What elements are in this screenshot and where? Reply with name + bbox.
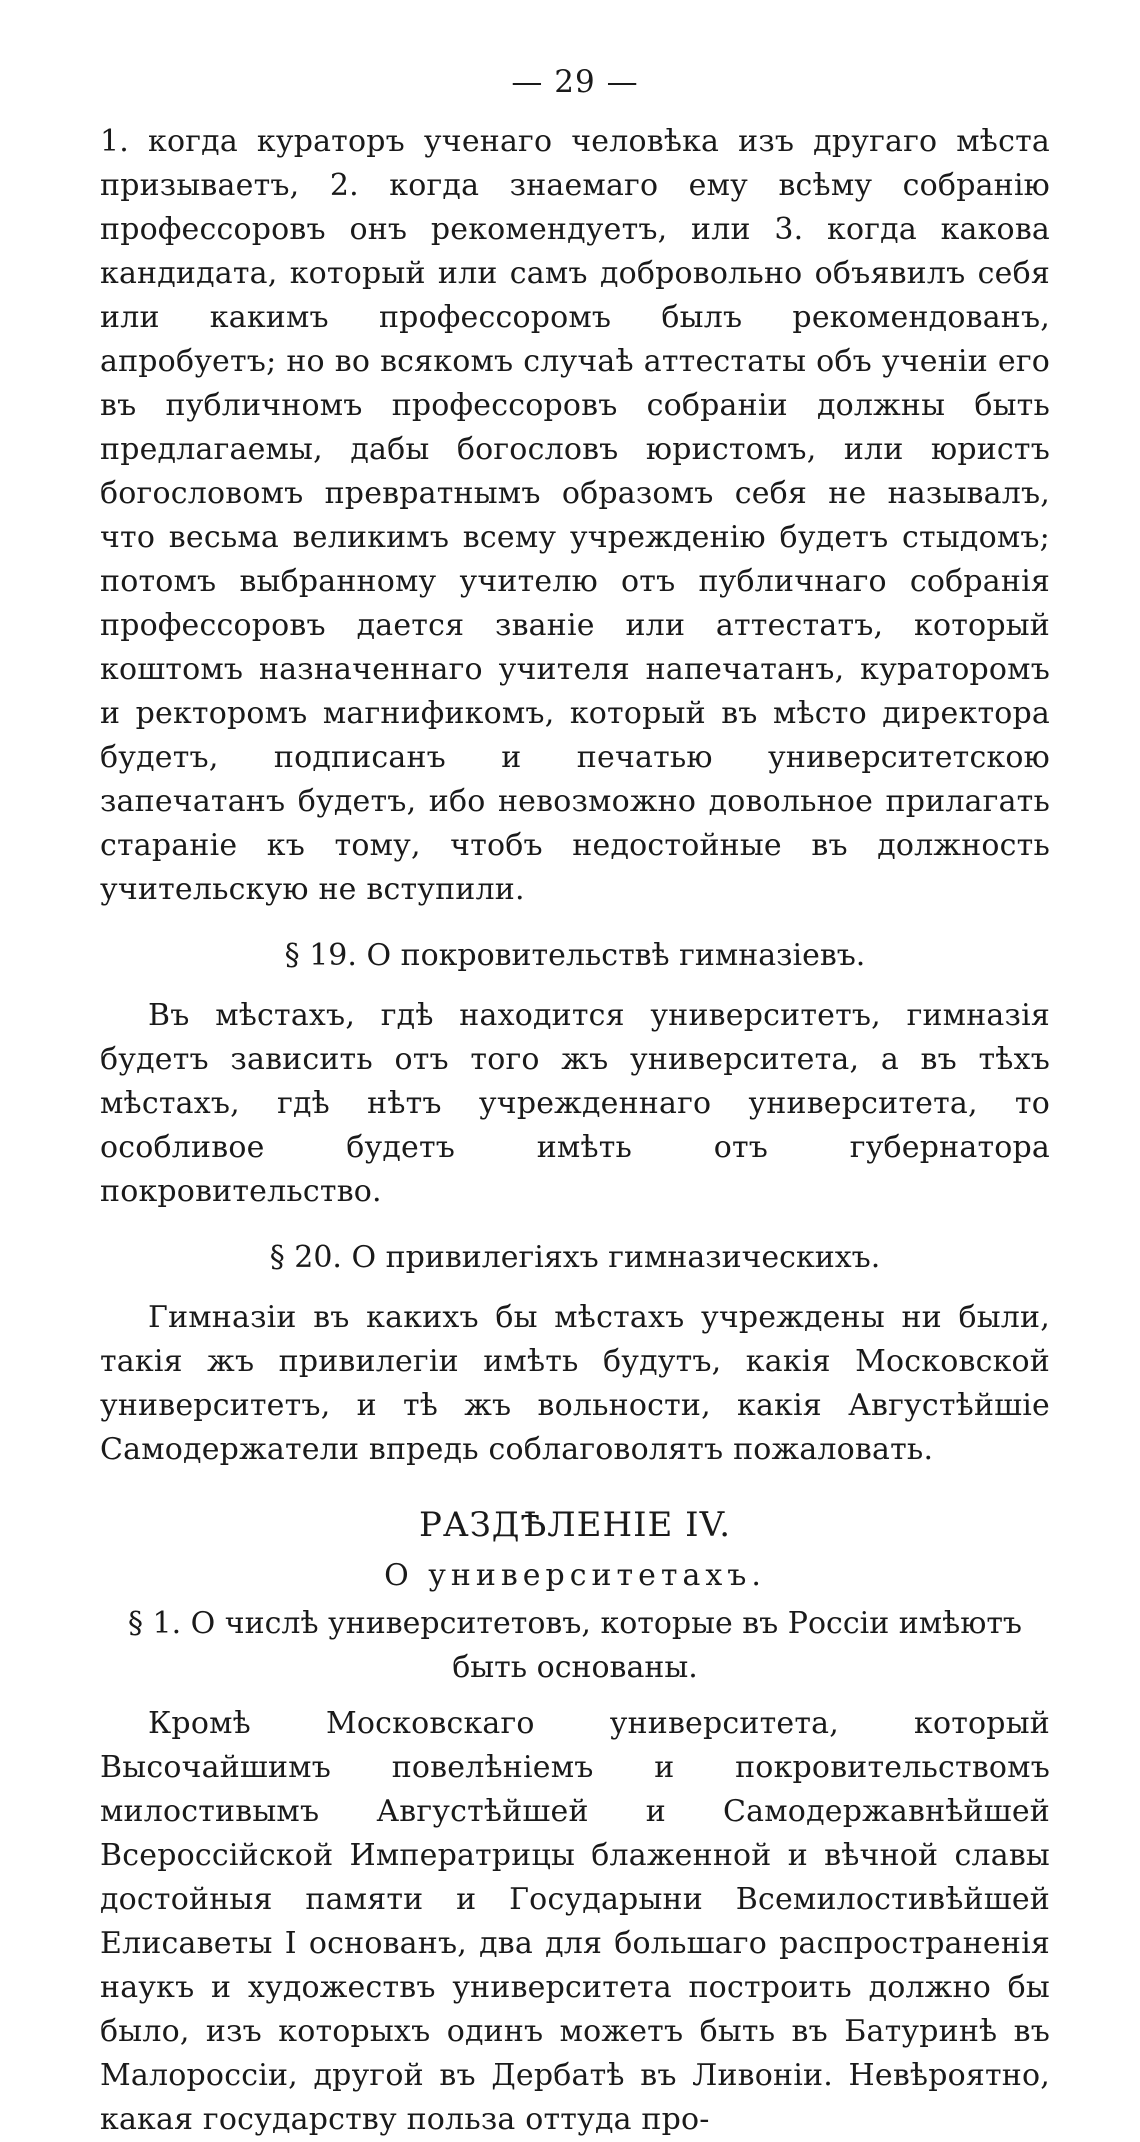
- paragraph-teacher-appointment: 1. когда кураторъ ученаго человѣка изъ другаго мѣста призываетъ, 2. когда знаемаго ему всѣму собранію профессоровъ онъ рекомендуетъ, или 3. когда какова кандидата, который или самъ добровольно объявилъ себя или какимъ профессоромъ былъ рекомендованъ, апробуетъ; но во всякомъ случаѣ аттестаты объ ученіи его въ публичномъ профессоровъ собраніи должны быть предлагаемы, дабы богословъ юристомъ, или юристъ богословомъ превратнымъ образомъ себя не называлъ, что весьма великимъ всему учрежденію будетъ стыдомъ; потомъ выбранному учителю отъ публичнаго собранія профессоровъ дается званіе или аттестатъ, который коштомъ назначеннаго учителя напечатанъ, кураторомъ и ректоромъ магнификомъ, который въ мѣсто директора будетъ, подписанъ и печатью университетскою запечатанъ будетъ, ибо невозможно довольное прилагать стараніе къ тому, чтобъ недостойные въ должность учительскую не вступили.: [100, 124, 1050, 907]
- division-subtitle: О университетахъ.: [384, 1558, 766, 1593]
- paragraph-section-19: Въ мѣстахъ, гдѣ находится университетъ, гимназія будетъ зависить отъ того жъ университета, а въ тѣхъ мѣстахъ, гдѣ нѣтъ учрежденнаго университета, то особливое будетъ имѣть отъ губернатора покровительство.: [100, 998, 1050, 1209]
- page: [100, 62, 1050, 2142]
- page-number: — 29 —: [511, 64, 639, 100]
- section-1-heading: § 1. О числѣ университетовъ, которые въ Россіи имѣютъ быть основаны.: [127, 1606, 1023, 1685]
- section-20-heading: § 20. О привилегіяхъ гимназическихъ.: [269, 1240, 881, 1275]
- division-heading: РАЗДѢЛЕНІЕ IV.: [418, 1505, 732, 1545]
- paragraph-section-20: Гимназіи въ какихъ бы мѣстахъ учреждены ни были, такія жъ привилегіи имѣть будутъ, какія Московской университетъ, и тѣ жъ вольности, какія Августѣйшіе Самодержатели впредь соблаговолятъ пожаловать.: [100, 1300, 1050, 1467]
- section-19-heading: § 19. О покровительствѣ гимназіевъ.: [284, 938, 866, 973]
- paragraph-section-1: Кромѣ Московскаго университета, который Высочайшимъ повелѣніемъ и покровительствомъ милостивымъ Августѣйшей и Самодержавнѣйшей Всероссійской Императрицы блаженной и вѣчной славы достойныя памяти и Государыни Всемилостивѣйшей Елисаветы I основанъ, два для большаго распространенія наукъ и художествъ университета построить должно бы было, изъ которыхъ одинъ можетъ быть въ Батуринѣ въ Малороссіи, другой въ Дербатѣ въ Ливоніи. Невѣроятно, какая государству польза оттуда про-: [100, 1706, 1050, 2137]
